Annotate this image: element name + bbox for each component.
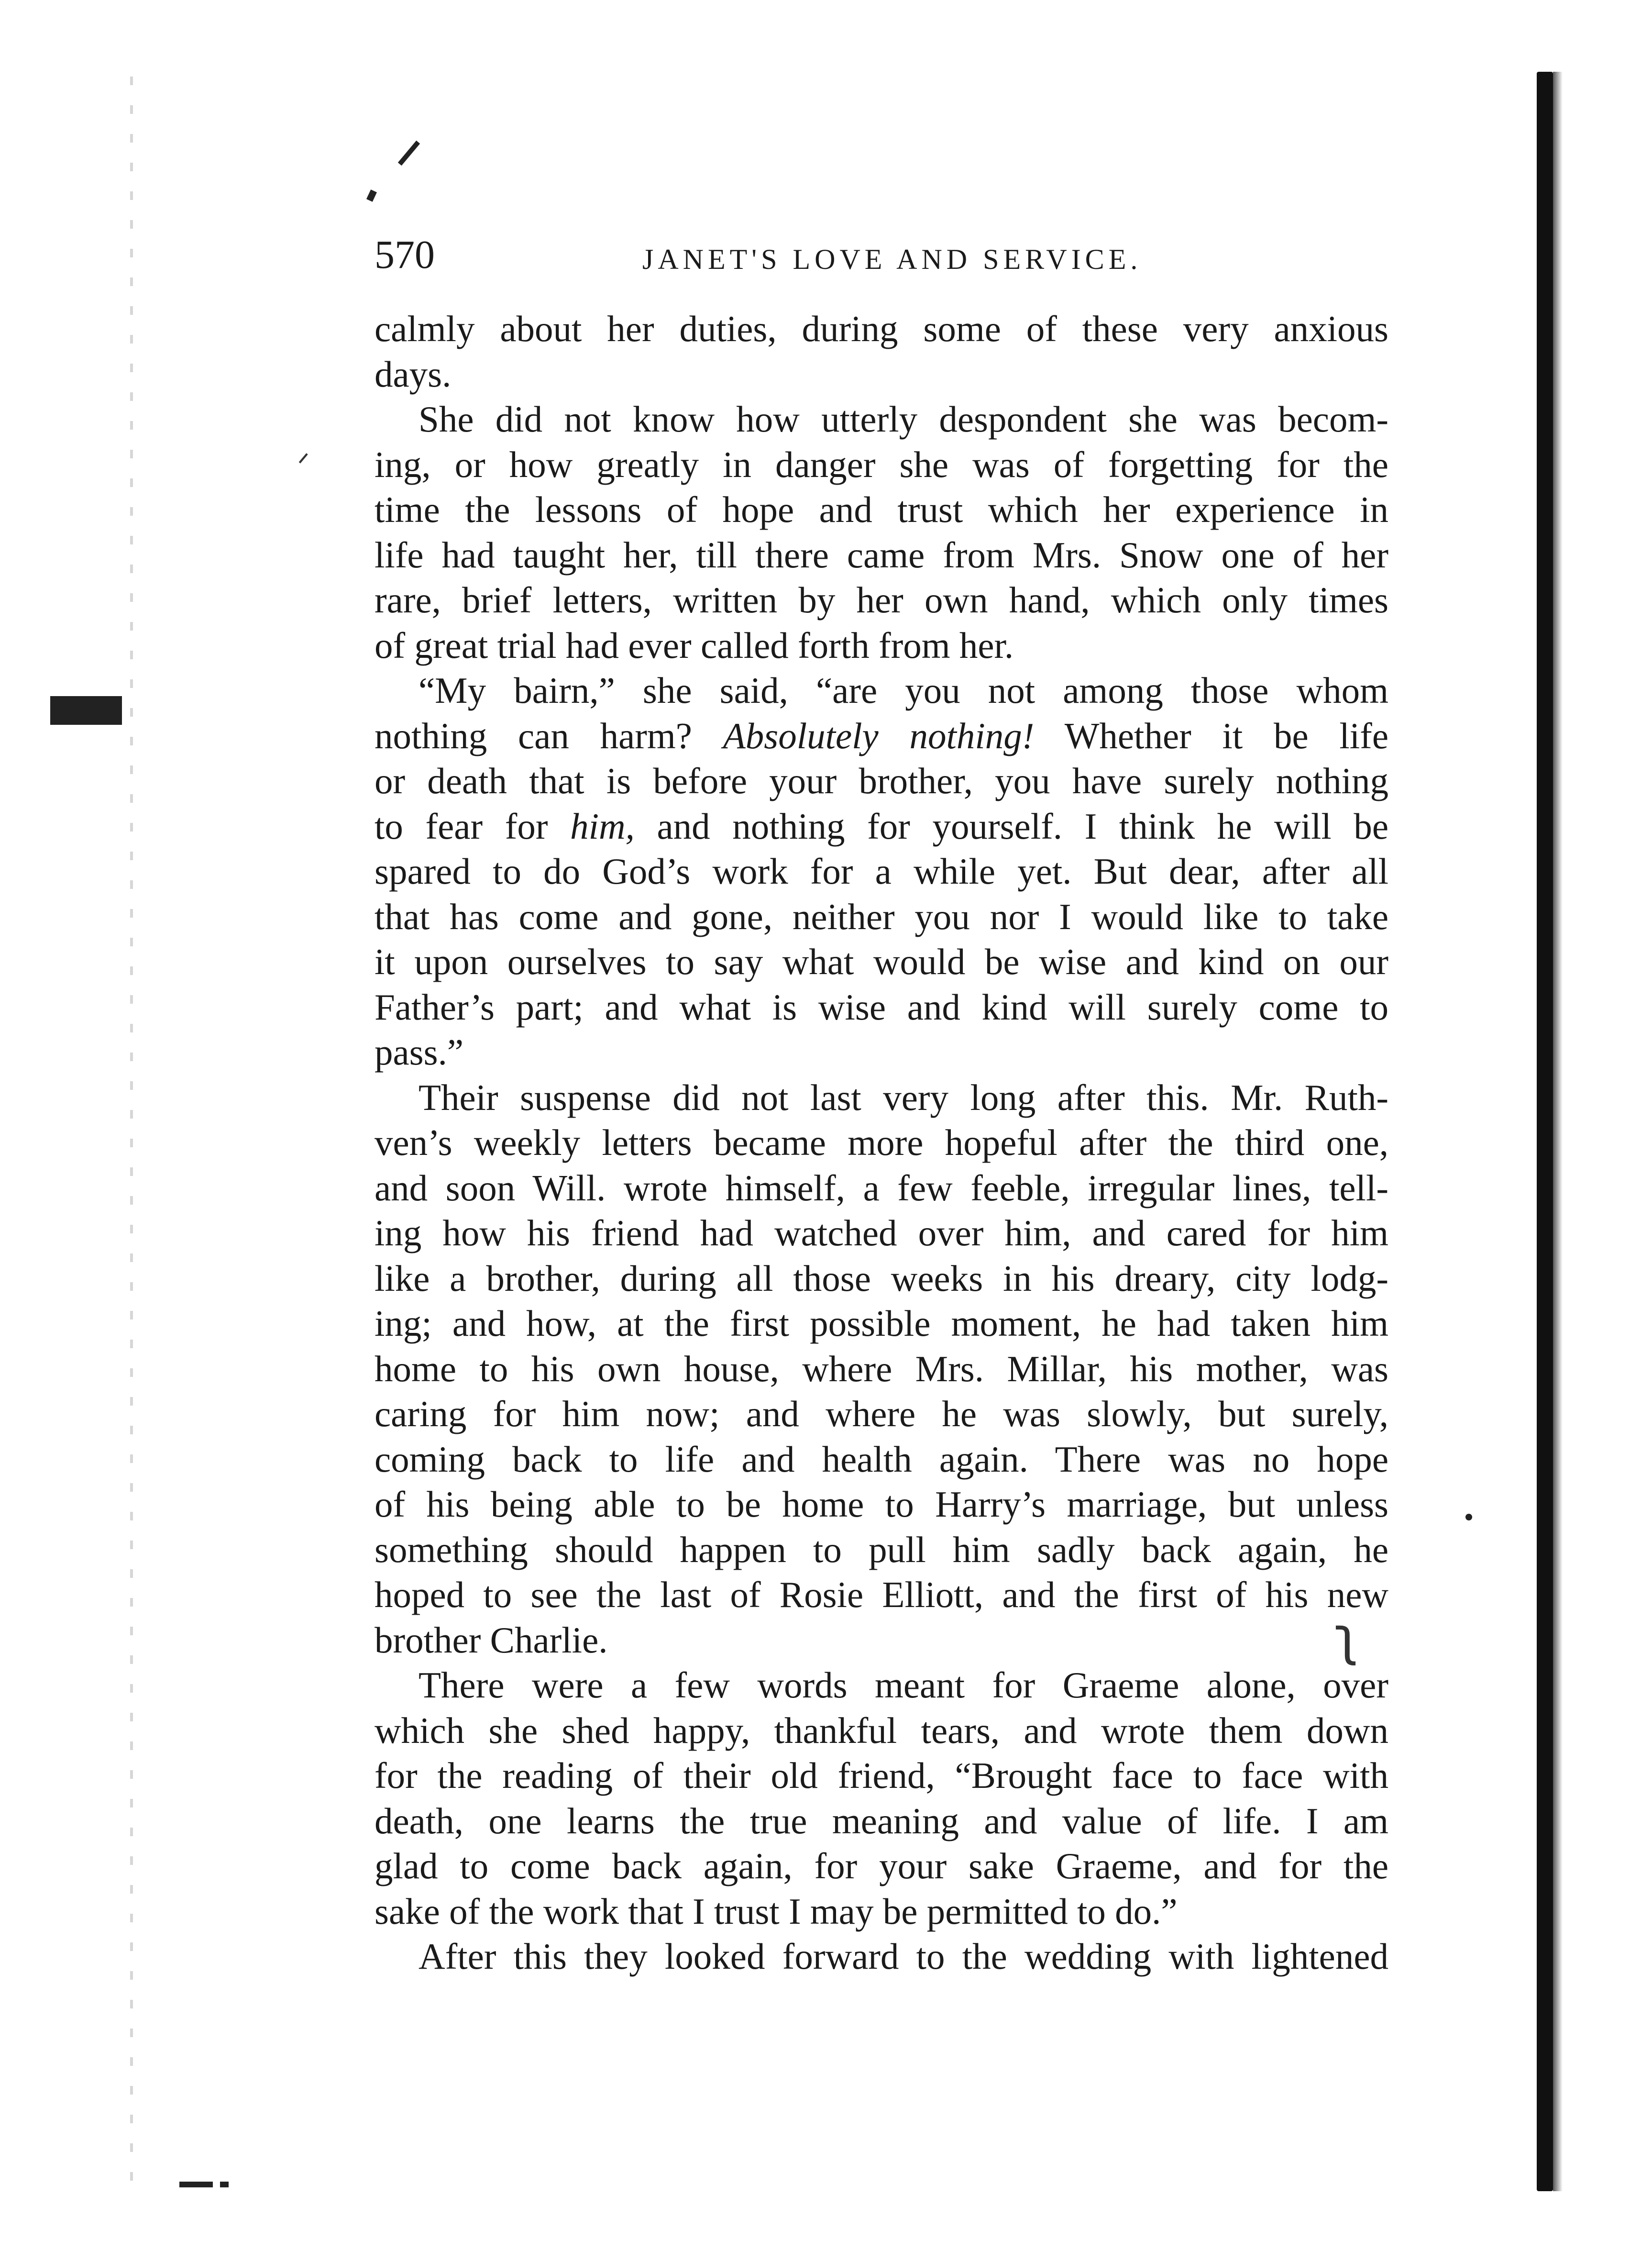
text-line: which she shed happy, thankful tears, and wrote them down [374, 1709, 1388, 1751]
body-text [374, 306, 1388, 1979]
margin-mark: ᐟ [297, 447, 310, 481]
text-line: After this they looked forward to the wedding with lightened [419, 1936, 1388, 1977]
emphasis-text: Absolutely nothing! [723, 715, 1035, 756]
running-title: JANET'S LOVE AND SERVICE. [642, 244, 1142, 275]
text-segment: Whether it be life [1064, 715, 1388, 756]
text-line: death, one learns the true meaning and value of life. I am [374, 1800, 1388, 1841]
page-edge-gradient [1553, 72, 1563, 2191]
text-line [374, 713, 1388, 759]
page-edge-shadow [1537, 72, 1553, 2191]
text-line: hoped to see the last of Rosie Elliott, and the first of his new [374, 1574, 1388, 1615]
text-line: for the reading of their old friend, “Brought face to face with [374, 1755, 1388, 1796]
scan-speck [50, 696, 122, 725]
binding-shadow [130, 77, 133, 2182]
text-line: ing how his friend had watched over him, and cared for him [374, 1212, 1388, 1253]
text-segment: and nothing for yourself. I think he will be [657, 805, 1389, 847]
text-line: ven’s weekly letters became more hopeful after the third one, [374, 1122, 1388, 1163]
text-line: rare, brief letters, written by her own hand, which only times [374, 579, 1388, 621]
margin-mark: ʅ [1334, 1606, 1359, 1667]
scan-speck [1465, 1514, 1472, 1520]
scan-speck [220, 2182, 229, 2187]
text-line: “My bairn,” she said, “are you not among those whom [419, 670, 1388, 711]
text-line: it upon ourselves to say what would be wise and kind on our [374, 941, 1388, 982]
text-line: days. [374, 353, 452, 395]
emphasis-text: him, [570, 805, 635, 847]
page-number: 570 [374, 233, 435, 277]
text-line: ing; and how, at the first possible moment, he had taken him [374, 1303, 1388, 1344]
text-line: sake of the work that I trust I may be permitted to do.” [374, 1890, 1178, 1932]
text-segment: nothing can harm? [374, 715, 692, 756]
text-line [374, 804, 1388, 849]
text-line: like a brother, during all those weeks in his dreary, city lodg- [374, 1257, 1388, 1299]
running-header [374, 229, 1379, 286]
text-line: of his being able to be home to Harry’s marriage, but unless [374, 1484, 1388, 1525]
pencil-mark [398, 141, 420, 166]
text-line: She did not know how utterly despondent she was becom- [419, 399, 1388, 440]
text-line: life had taught her, till there came from Mrs. Snow one of her [374, 534, 1388, 576]
text-segment: to fear for [374, 805, 548, 847]
text-line: and soon Will. wrote himself, a few feeble, irregular lines, tell- [374, 1167, 1388, 1209]
text-line: something should happen to pull him sadly back again, he [374, 1529, 1388, 1570]
text-line: glad to come back again, for your sake Graeme, and for the [374, 1845, 1388, 1886]
text-line: coming back to life and health again. There was no hope [374, 1438, 1388, 1480]
text-line: home to his own house, where Mrs. Millar, his mother, was [374, 1348, 1388, 1389]
text-line: calmly about her duties, during some of these very anxious [374, 308, 1388, 349]
text-line: There were a few words meant for Graeme alone, over [419, 1664, 1388, 1706]
text-line: Their suspense did not last very long after this. Mr. Ruth- [419, 1076, 1388, 1118]
text-line: time the lessons of hope and trust which her experience in [374, 489, 1388, 530]
scan-speck [179, 2182, 213, 2187]
text-line: caring for him now; and where he was slowly, but surely, [374, 1393, 1388, 1434]
text-line: that has come and gone, neither you nor I would like to take [374, 896, 1388, 937]
text-line: of great trial had ever called forth from her. [374, 624, 1014, 666]
scan-speck [366, 189, 377, 202]
text-line: spared to do God’s work for a while yet. But dear, after all [374, 851, 1388, 892]
text-line: pass.” [374, 1031, 464, 1073]
text-line: or death that is before your brother, you have surely nothing [374, 760, 1388, 801]
text-line: Father’s part; and what is wise and kind will surely come to [374, 986, 1388, 1028]
text-line: ing, or how greatly in danger she was of forgetting for the [374, 444, 1388, 485]
text-line: brother Charlie. [374, 1619, 608, 1661]
